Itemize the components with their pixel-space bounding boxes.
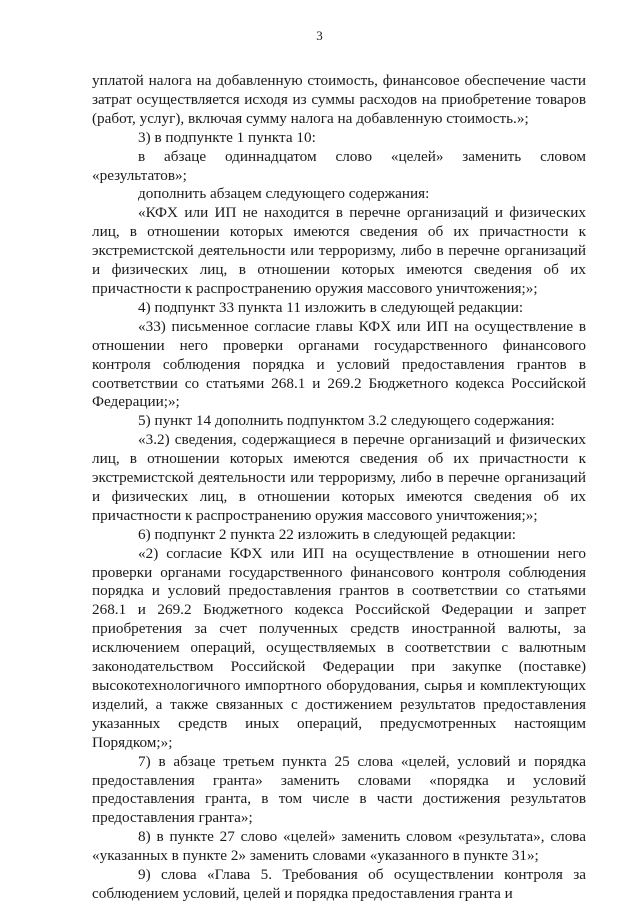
- paragraph: дополнить абзацем следующего содержания:: [138, 185, 430, 203]
- quoted-paragraph: «КФХ или ИП не находится в перечне организаций и физических лиц, в отношении которых имеются сведения об их причастности к экстремистской деятельности или терроризму, либо в перечне организаций и физических лиц, в отношении которых имеются сведения об их причастности к распространению оружия массового уничтожения;»;: [92, 204, 586, 297]
- paragraph-item-9: 9) слова «Глава 5. Требования об осуществлении контроля за соблюдением условий, целей и порядка предоставления гранта и: [92, 866, 586, 902]
- paragraph-item-5: 5) пункт 14 дополнить подпунктом 3.2 следующего содержания:: [138, 412, 555, 430]
- quoted-paragraph: «2) согласие КФХ или ИП на осуществление в отношении него проверки органами государственного финансового контроля соблюдения порядка и условий предоставления грантов в соответствии со статьями 268.1 и 269.2 Бюджетного кодекса Российской Федерации и запрет приобретения за счет полученных средств иностранной валюты, за исключением операций, осуществляемых в соответствии с валютным законодательством Российской Федерации при закупке (поставке) высокотехнологичного импортного оборудования, сырья и комплектующих изделий, а также связанных с достижением результатов предоставления указанных средств иных операций, предусмотренных настоящим Порядком;»;: [92, 544, 586, 751]
- paragraph-item-4: 4) подпункт 33 пункта 11 изложить в следующей редакции:: [138, 298, 524, 316]
- page-number: 3: [316, 28, 323, 43]
- paragraph-continuation: уплатой налога на добавленную стоимость, финансовое обеспечение части затрат осуществляется исходя из суммы расходов на приобретение товаров (работ, услуг), включая сумму налога на добавленную стоимость.»;: [92, 72, 586, 127]
- paragraph-item-3: 3) в подпункте 1 пункта 10:: [138, 128, 316, 146]
- paragraph-item-8: 8) в пункте 27 слово «целей» заменить словом «результата», слова «указанных в пункте 2» заменить словами «указанного в пункте 31»;: [92, 828, 586, 865]
- document-body: [92, 72, 586, 904]
- paragraph-item-7: 7) в абзаце третьем пункта 25 слова «целей, условий и порядка предоставления гранта» заменить словами «порядка и условий предоставления гранта, в том числе в части достижения результатов предоставления гранта»;: [92, 752, 586, 827]
- paragraph-item-6: 6) подпункт 2 пункта 22 изложить в следующей редакции:: [138, 525, 517, 543]
- quoted-paragraph: «3.2) сведения, содержащиеся в перечне организаций и физических лиц, в отношении которых имеются сведения об их причастности к экстремистской деятельности или терроризму, либо в перечне организаций и физических лиц, в отношении которых имеются сведения об их причастности к распространению оружия массового уничтожения;»;: [92, 431, 586, 524]
- quoted-paragraph: «33) письменное согласие главы КФХ или ИП на осуществление в отношении него проверки органами государственного финансового контроля соблюдения порядка и условий предоставления грантов в соответствии со статьями 268.1 и 269.2 Бюджетного кодекса Российской Федерации;»;: [92, 317, 586, 411]
- paragraph: в абзаце одиннадцатом слово «целей» заменить словом «результатов»;: [92, 147, 586, 184]
